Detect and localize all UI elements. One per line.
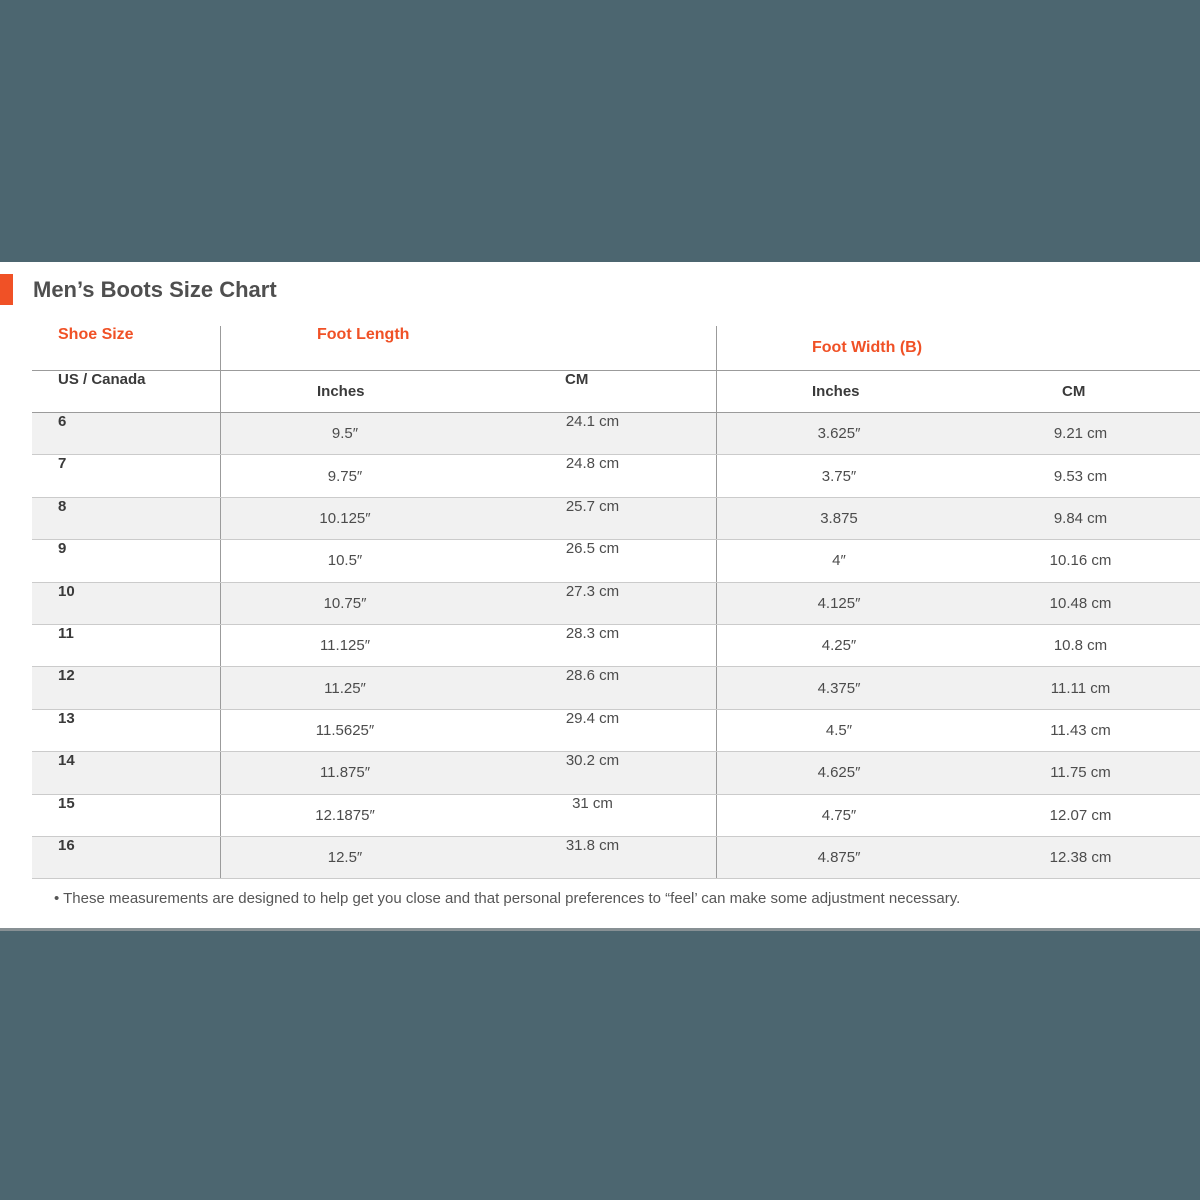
shoe-size-cell: 13: [32, 710, 221, 751]
shoe-size-cell: 9: [32, 540, 221, 581]
width-inches-cell: 3.75″: [821, 467, 857, 485]
width-cm-cell: 12.38 cm: [1049, 849, 1112, 867]
length-cm-cell: 26.5 cm: [469, 540, 717, 581]
length-cm-cell: 24.8 cm: [469, 455, 717, 496]
table-row: [32, 455, 1200, 497]
table-row: [32, 795, 1200, 837]
width-cm-cell: 12.07 cm: [1049, 806, 1112, 824]
width-cm-cell: 11.43 cm: [1050, 721, 1111, 739]
measurement-disclaimer-note: • These measurements are designed to help get you close and that personal preferences to “feel’ can make some adjustment necessary.: [54, 890, 961, 907]
length-inches-cell: 11.125″: [319, 637, 371, 655]
size-chart-table: [32, 326, 1200, 879]
us-canada-column-header: US / Canada: [32, 371, 221, 412]
orange-accent-bar: [0, 274, 13, 305]
table-row: [32, 625, 1200, 667]
width-cm-column-header: CM: [1062, 383, 1086, 400]
length-cm-cell: 24.1 cm: [469, 413, 717, 454]
table-row: [32, 498, 1200, 540]
length-inches-cell: 12.5″: [327, 849, 363, 867]
width-cm-cell: 11.11 cm: [1050, 679, 1111, 697]
table-group-header-row: [32, 326, 1200, 371]
length-inches-column-header: Inches: [317, 383, 365, 400]
table-row: [32, 540, 1200, 582]
width-cm-cell: 10.8 cm: [1053, 637, 1108, 655]
width-cm-cell: 9.53 cm: [1053, 467, 1108, 485]
content-panel: [0, 262, 1200, 931]
width-inches-cell: 4″: [832, 552, 846, 570]
shoe-size-cell: 12: [32, 667, 221, 708]
table-row: [32, 413, 1200, 455]
shoe-size-cell: 6: [32, 413, 221, 454]
shoe-size-group-header: Shoe Size: [32, 326, 221, 370]
length-inches-cell: 9.5″: [331, 425, 359, 443]
width-inches-cell: 3.875: [820, 509, 858, 527]
shoe-size-cell: 7: [32, 455, 221, 496]
length-cm-cell: 30.2 cm: [469, 752, 717, 793]
shoe-size-cell: 15: [32, 795, 221, 836]
shoe-size-cell: 8: [32, 498, 221, 539]
width-inches-cell: 4.125″: [817, 594, 861, 612]
length-cm-cell: 29.4 cm: [469, 710, 717, 751]
length-cm-cell: 28.3 cm: [469, 625, 717, 666]
length-inches-cell: 11.875″: [319, 764, 371, 782]
page-title: Men’s Boots Size Chart: [33, 277, 277, 302]
length-inches-cell: 9.75″: [327, 467, 363, 485]
width-cm-cell: 10.48 cm: [1049, 594, 1112, 612]
width-inches-cell: 4.625″: [817, 764, 861, 782]
width-inches-cell: 4.25″: [821, 637, 857, 655]
length-inches-cell: 10.75″: [323, 594, 367, 612]
length-inches-cell: 11.5625″: [315, 721, 375, 739]
length-cm-cell: 25.7 cm: [469, 498, 717, 539]
width-inches-cell: 4.375″: [817, 679, 861, 697]
length-cm-cell: 27.3 cm: [469, 583, 717, 624]
table-subheader-row: [32, 371, 1200, 413]
width-cm-cell: 9.21 cm: [1053, 425, 1108, 443]
table-row: [32, 583, 1200, 625]
length-inches-cell: 10.5″: [327, 552, 363, 570]
width-cm-cell: 11.75 cm: [1050, 764, 1111, 782]
width-cm-cell: 9.84 cm: [1053, 509, 1108, 527]
shoe-size-cell: 14: [32, 752, 221, 793]
foot-width-group-header: Foot Width (B): [812, 339, 923, 356]
table-row: [32, 837, 1200, 879]
table-row: [32, 752, 1200, 794]
table-row: [32, 710, 1200, 752]
length-cm-cell: 28.6 cm: [469, 667, 717, 708]
width-cm-cell: 10.16 cm: [1049, 552, 1112, 570]
shoe-size-cell: 11: [32, 625, 221, 666]
shoe-size-cell: 16: [32, 837, 221, 878]
foot-length-group-header: Foot Length: [221, 326, 717, 370]
length-cm-cell: 31 cm: [469, 795, 717, 836]
length-inches-cell: 11.25″: [324, 679, 366, 697]
width-inches-cell: 4.875″: [817, 849, 861, 867]
length-inches-cell: 10.125″: [319, 509, 371, 527]
width-inches-cell: 4.5″: [825, 721, 853, 739]
length-cm-column-header: CM: [469, 371, 717, 412]
table-row: [32, 667, 1200, 709]
shoe-size-cell: 10: [32, 583, 221, 624]
width-inches-cell: 3.625″: [817, 425, 861, 443]
width-inches-column-header: Inches: [812, 383, 860, 400]
width-inches-cell: 4.75″: [821, 806, 857, 824]
length-inches-cell: 12.1875″: [315, 806, 375, 824]
length-cm-cell: 31.8 cm: [469, 837, 717, 878]
